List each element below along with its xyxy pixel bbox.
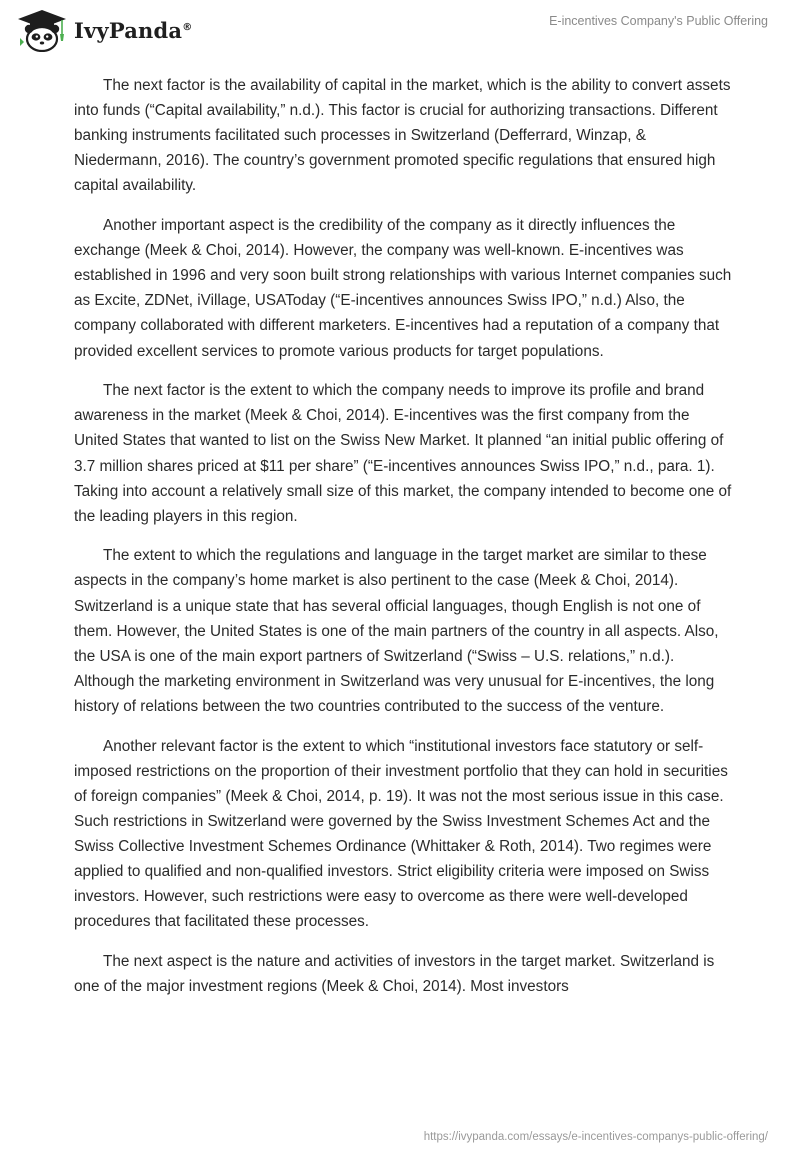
paragraph: The next aspect is the nature and activities of investors in the target market. Switzerland is one of the major investment regions (Meek & Choi, 2014). Most investors [74,952,715,996]
essay-body [74,73,734,1014]
paragraph: The next factor is the extent to which the company needs to improve its profile and brand awareness in the market (Meek & Choi, 2014). E-incentives was the first company from the United States that wanted to list on the Swiss New Market. It planned “an initial public offering of 3.7 million shares priced at $11 per share” (“E-incentives announces Swiss IPO,” n.d., para. 1). Taking into account a relatively small size of this market, the company intended to become one of the leading players in this region. [74,382,732,525]
paragraph: The next factor is the availability of capital in the market, which is the ability to convert assets into funds (“Capital availability,” n.d.). This factor is crucial for authorizing transactions. Different banking instruments facilitated such processes in Switzerland (Defferrard, Winzap, & Niedermann, 2016). The country’s government promoted specific regulations that ensured high capital availability. [74,77,731,195]
paragraph: Another important aspect is the credibility of the company as it directly influences the exchange (Meek & Choi, 2014). However, the company was well-known. E-incentives was established in 1996 and very soon built strong relationships with various Internet companies such as Excite, ZDNet, iVillage, USAToday (“E-incentives announces Swiss IPO,” n.d.) Also, the company collaborated with different marketers. E-incentives had a reputation of a company that provided excellent services to promote various products for target populations. [74,217,732,360]
source-url[interactable]: https://ivypanda.com/essays/e-incentives-companys-public-offering/ [423,1131,768,1143]
page-header [0,0,800,60]
panda-graduation-cap-icon [14,8,70,52]
paragraph: Another relevant factor is the extent to which “institutional investors face statutory or self-imposed restrictions on the proportion of their investment portfolio that they can hold in securities of foreign companies” (Meek & Choi, 2014, p. 19). It was not the most serious issue in this case. Such restrictions in Switzerland were governed by the Swiss Investment Schemes Act and the Swiss Collective Investment Schemes Ordinance (Whittaker & Roth, 2014). Two regimes were applied to qualified and non-qualified investors. Strict eligibility criteria were imposed on Swiss investors. However, such restrictions were easy to overcome as there were well-developed procedures that facilitated these processes. [74,737,728,931]
brand-logo[interactable] [14,8,192,52]
document-title: E-incentives Company's Public Offering [549,14,768,28]
brand-name: IvyPanda® [74,17,193,43]
paragraph: The extent to which the regulations and language in the target market are similar to these aspects in the company’s home market is also pertinent to the case (Meek & Choi, 2014). Switzerland is a unique state that has several official languages, though English is not one of them. However, the United States is one of the main partners of the country in all aspects. Also, the USA is one of the main export partners of Switzerland (“Swiss – U.S. relations,” n.d.). Although the marketing environment in Switzerland was very unusual for E-incentives, the long history of relations between the two countries contributed to the success of the venture. [74,547,719,715]
